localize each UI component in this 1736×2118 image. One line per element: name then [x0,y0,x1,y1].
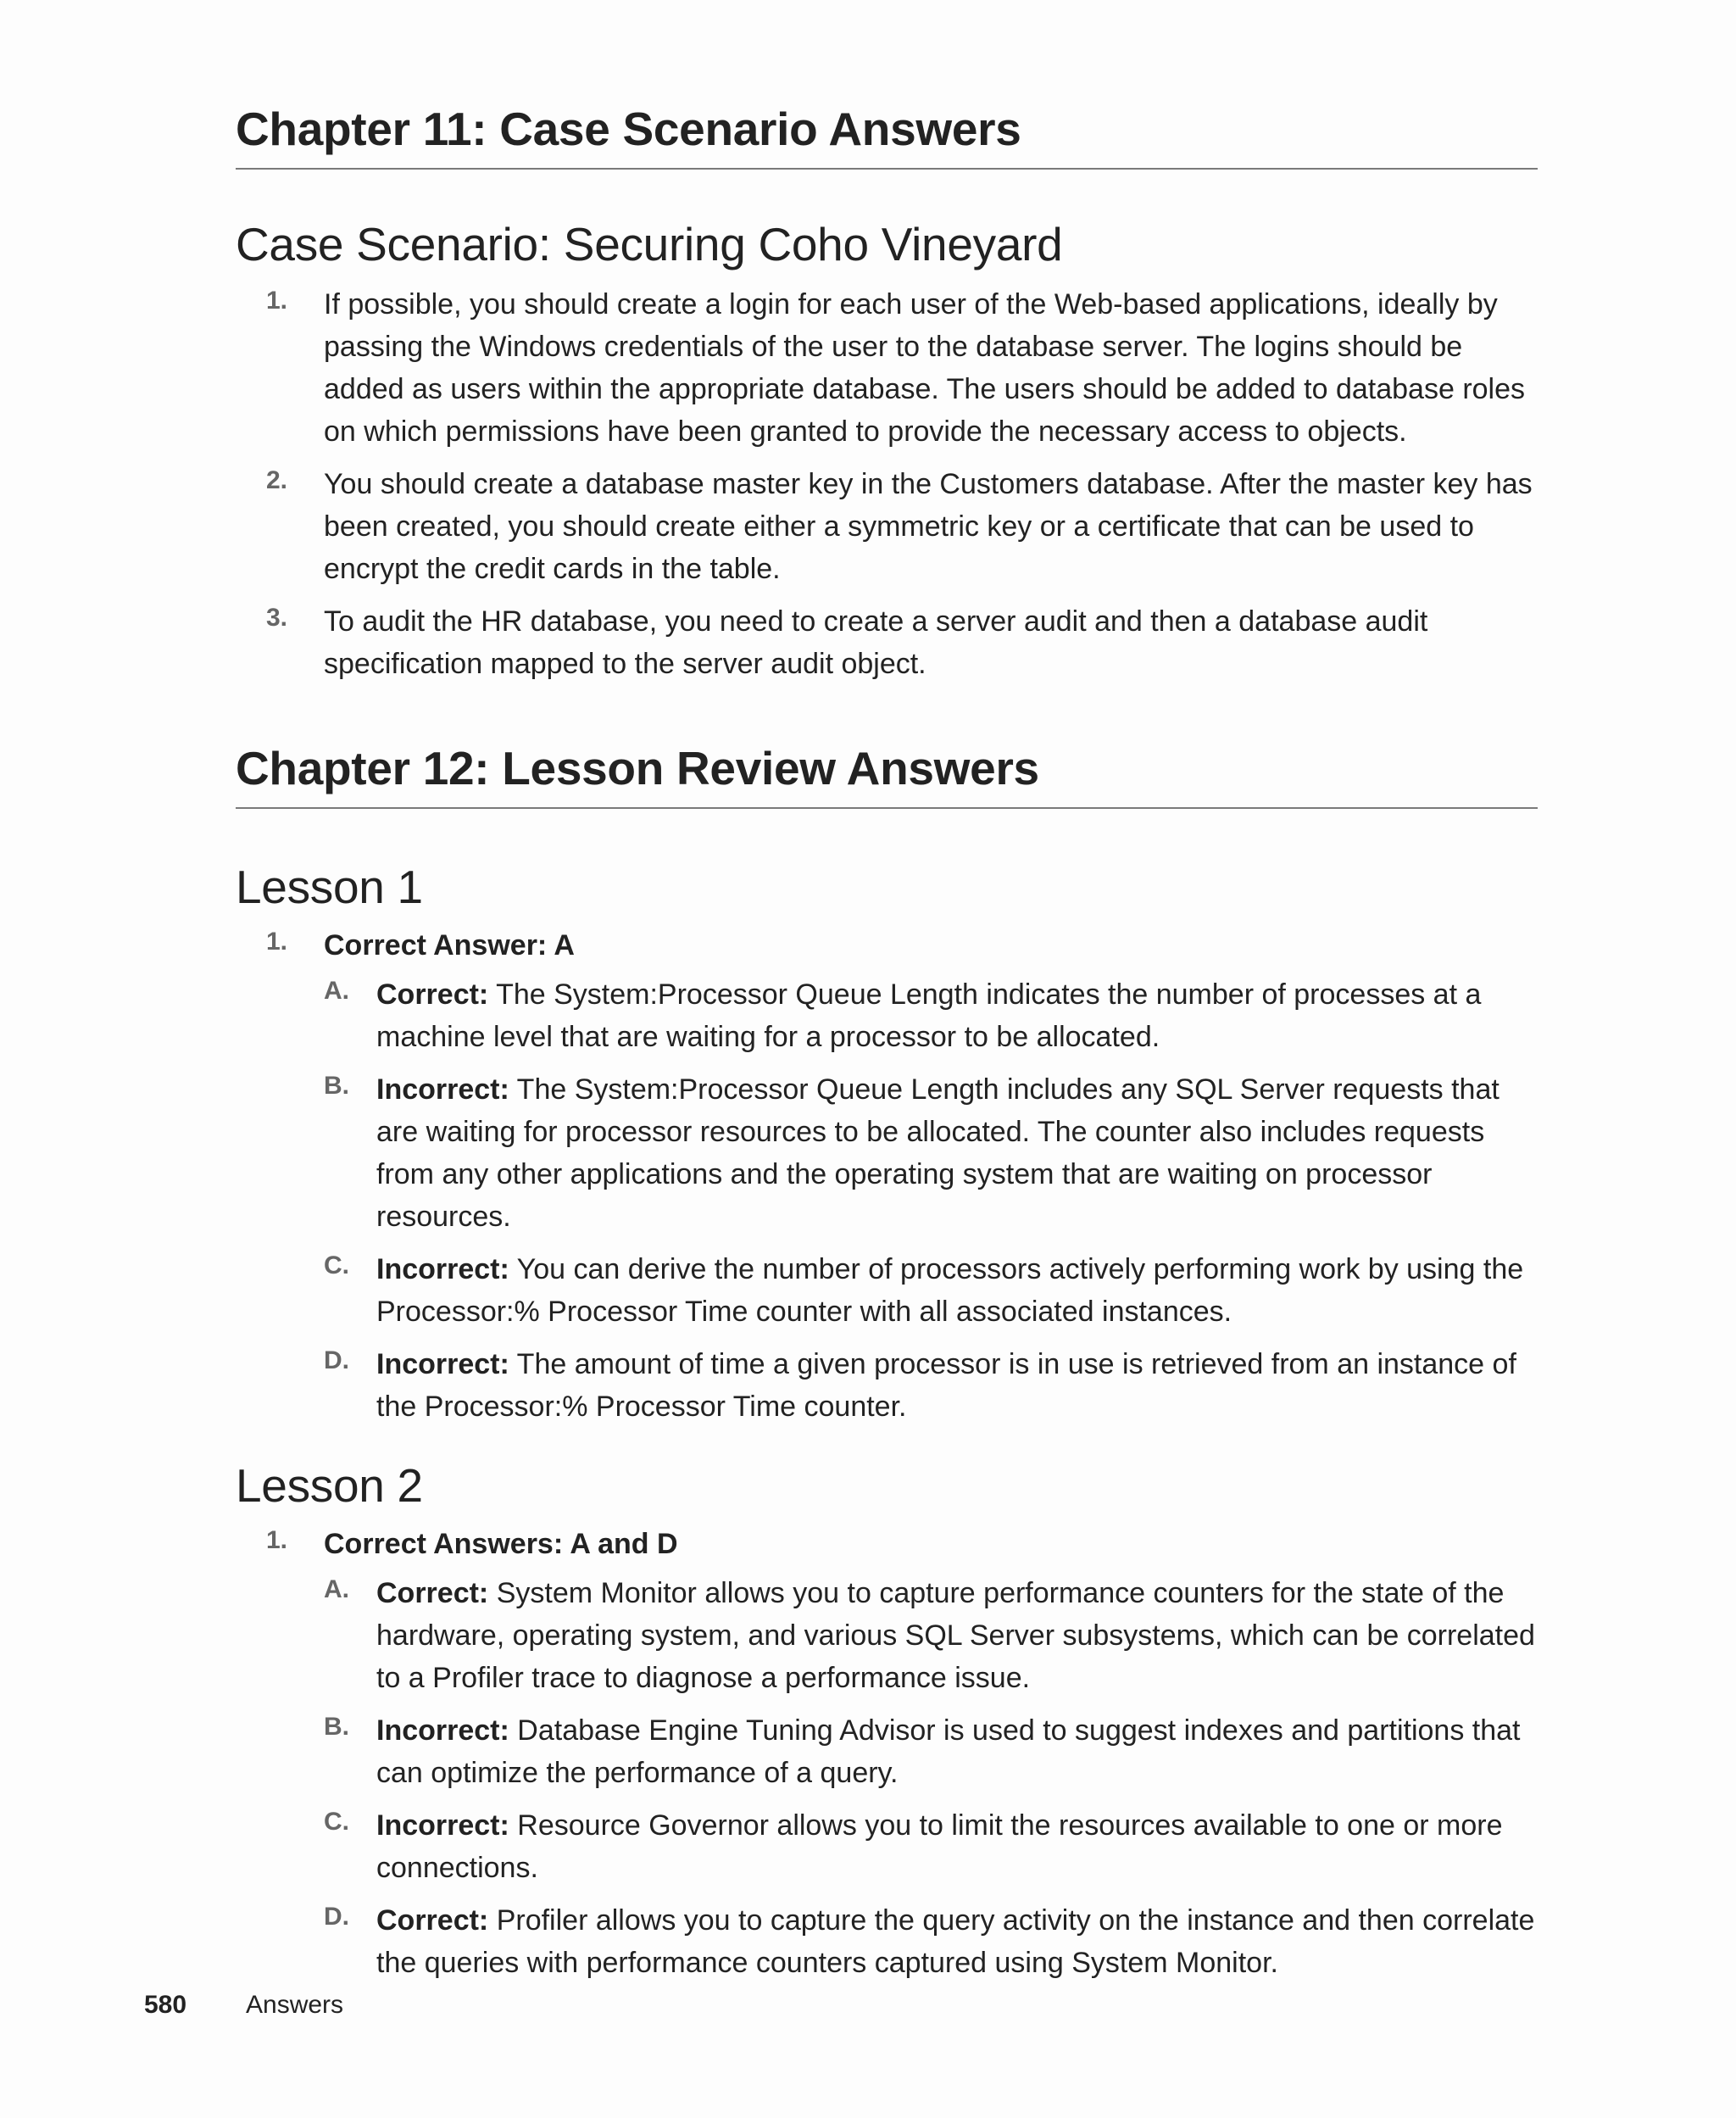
option-letter: B. [324,1713,349,1741]
option-text: The System:Processor Queue Length includes any SQL Server requests that are waiting for processor resources to be allocated. The counter also includes requests from any other applications and the operating system that are waiting on processor resources. [376,1073,1500,1233]
list-item [236,1523,1538,1984]
item-number: 1. [266,1526,288,1554]
option-letter: A. [324,1575,349,1603]
chapter-12-title: Chapter 12: Lesson Review Answers [236,741,1538,809]
footer-label: Answers [246,1991,344,2019]
case-scenario-title: Case Scenario: Securing Coho Vineyard [236,218,1063,270]
list-item [236,283,1538,453]
option-verdict: Incorrect: [376,1253,509,1285]
option-text: The amount of time a given processor is in use is retrieved from an instance of the Processor:% Processor Time counter. [376,1348,1516,1423]
option-verdict: Incorrect: [376,1348,509,1380]
option-verdict: Incorrect: [376,1809,509,1842]
answer-options [324,1572,1538,1984]
option-letter: A. [324,977,349,1005]
option-letter: D. [324,1346,349,1374]
option-letter: B. [324,1072,349,1100]
item-number: 3. [266,604,288,632]
option-verdict: Correct: [376,1904,489,1937]
option-text: Profiler allows you to capture the query activity on the instance and then correlate the queries with performance counters captured using System Monitor. [376,1904,1535,1979]
item-number: 2. [266,466,288,494]
page-number: 580 [144,1991,187,2019]
option-letter: C. [324,1251,349,1279]
correct-answer-heading: Correct Answer: A [324,929,575,961]
lesson-1-title: Lesson 1 [236,861,423,913]
item-text: If possible, you should create a login for each user of the Web-based applications, ideally by passing the Windows credentials of the user to the database server. The logins should be added as users within the appropriate database. The users should be added to database roles on which permissions have been granted to provide the necessary access to objects. [324,288,1526,448]
option-item [324,1709,1538,1794]
option-text: Database Engine Tuning Advisor is used to suggest indexes and partitions that can optimize the performance of a query. [376,1714,1521,1789]
list-item [236,600,1538,685]
lesson-2-list [236,1523,1538,1984]
chapter-11-title: Chapter 11: Case Scenario Answers [236,102,1538,170]
option-item [324,973,1538,1058]
option-item [324,1804,1538,1889]
option-text: System Monitor allows you to capture performance counters for the state of the hardware, operating system, and various SQL Server subsystems, which can be correlated to a Profiler trace to diagnose a performance issue. [376,1577,1535,1694]
answer-options [324,973,1538,1428]
option-item [324,1572,1538,1699]
option-verdict: Correct: [376,978,489,1011]
option-text: You can derive the number of processors actively performing work by using the Processor:% Processor Time counter with all associated instances. [376,1253,1524,1328]
option-item [324,1248,1538,1333]
option-verdict: Incorrect: [376,1714,509,1747]
option-letter: D. [324,1903,349,1931]
page-content [236,102,1538,1994]
option-item [324,1899,1538,1984]
item-text: You should create a database master key in the Customers database. After the master key has been created, you should create either a symmetric key or a certificate that can be used to encrypt the credit cards in the table. [324,468,1533,585]
option-letter: C. [324,1808,349,1836]
case-scenario-list [236,283,1538,685]
correct-answer-heading: Correct Answers: A and D [324,1528,678,1560]
option-item [324,1343,1538,1428]
list-item [236,463,1538,590]
lesson-1-list [236,924,1538,1428]
item-number: 1. [266,928,288,956]
option-verdict: Correct: [376,1577,489,1609]
option-item [324,1068,1538,1238]
option-verdict: Incorrect: [376,1073,509,1106]
lesson-2-title: Lesson 2 [236,1459,423,1512]
item-number: 1. [266,287,288,315]
page-footer [144,1991,343,2020]
option-text: Resource Governor allows you to limit the resources available to one or more connections. [376,1809,1503,1884]
item-text: To audit the HR database, you need to create a server audit and then a database audit specification mapped to the server audit object. [324,605,1428,680]
list-item [236,924,1538,1428]
option-text: The System:Processor Queue Length indicates the number of processes at a machine level that are waiting for a processor to be allocated. [376,978,1482,1053]
